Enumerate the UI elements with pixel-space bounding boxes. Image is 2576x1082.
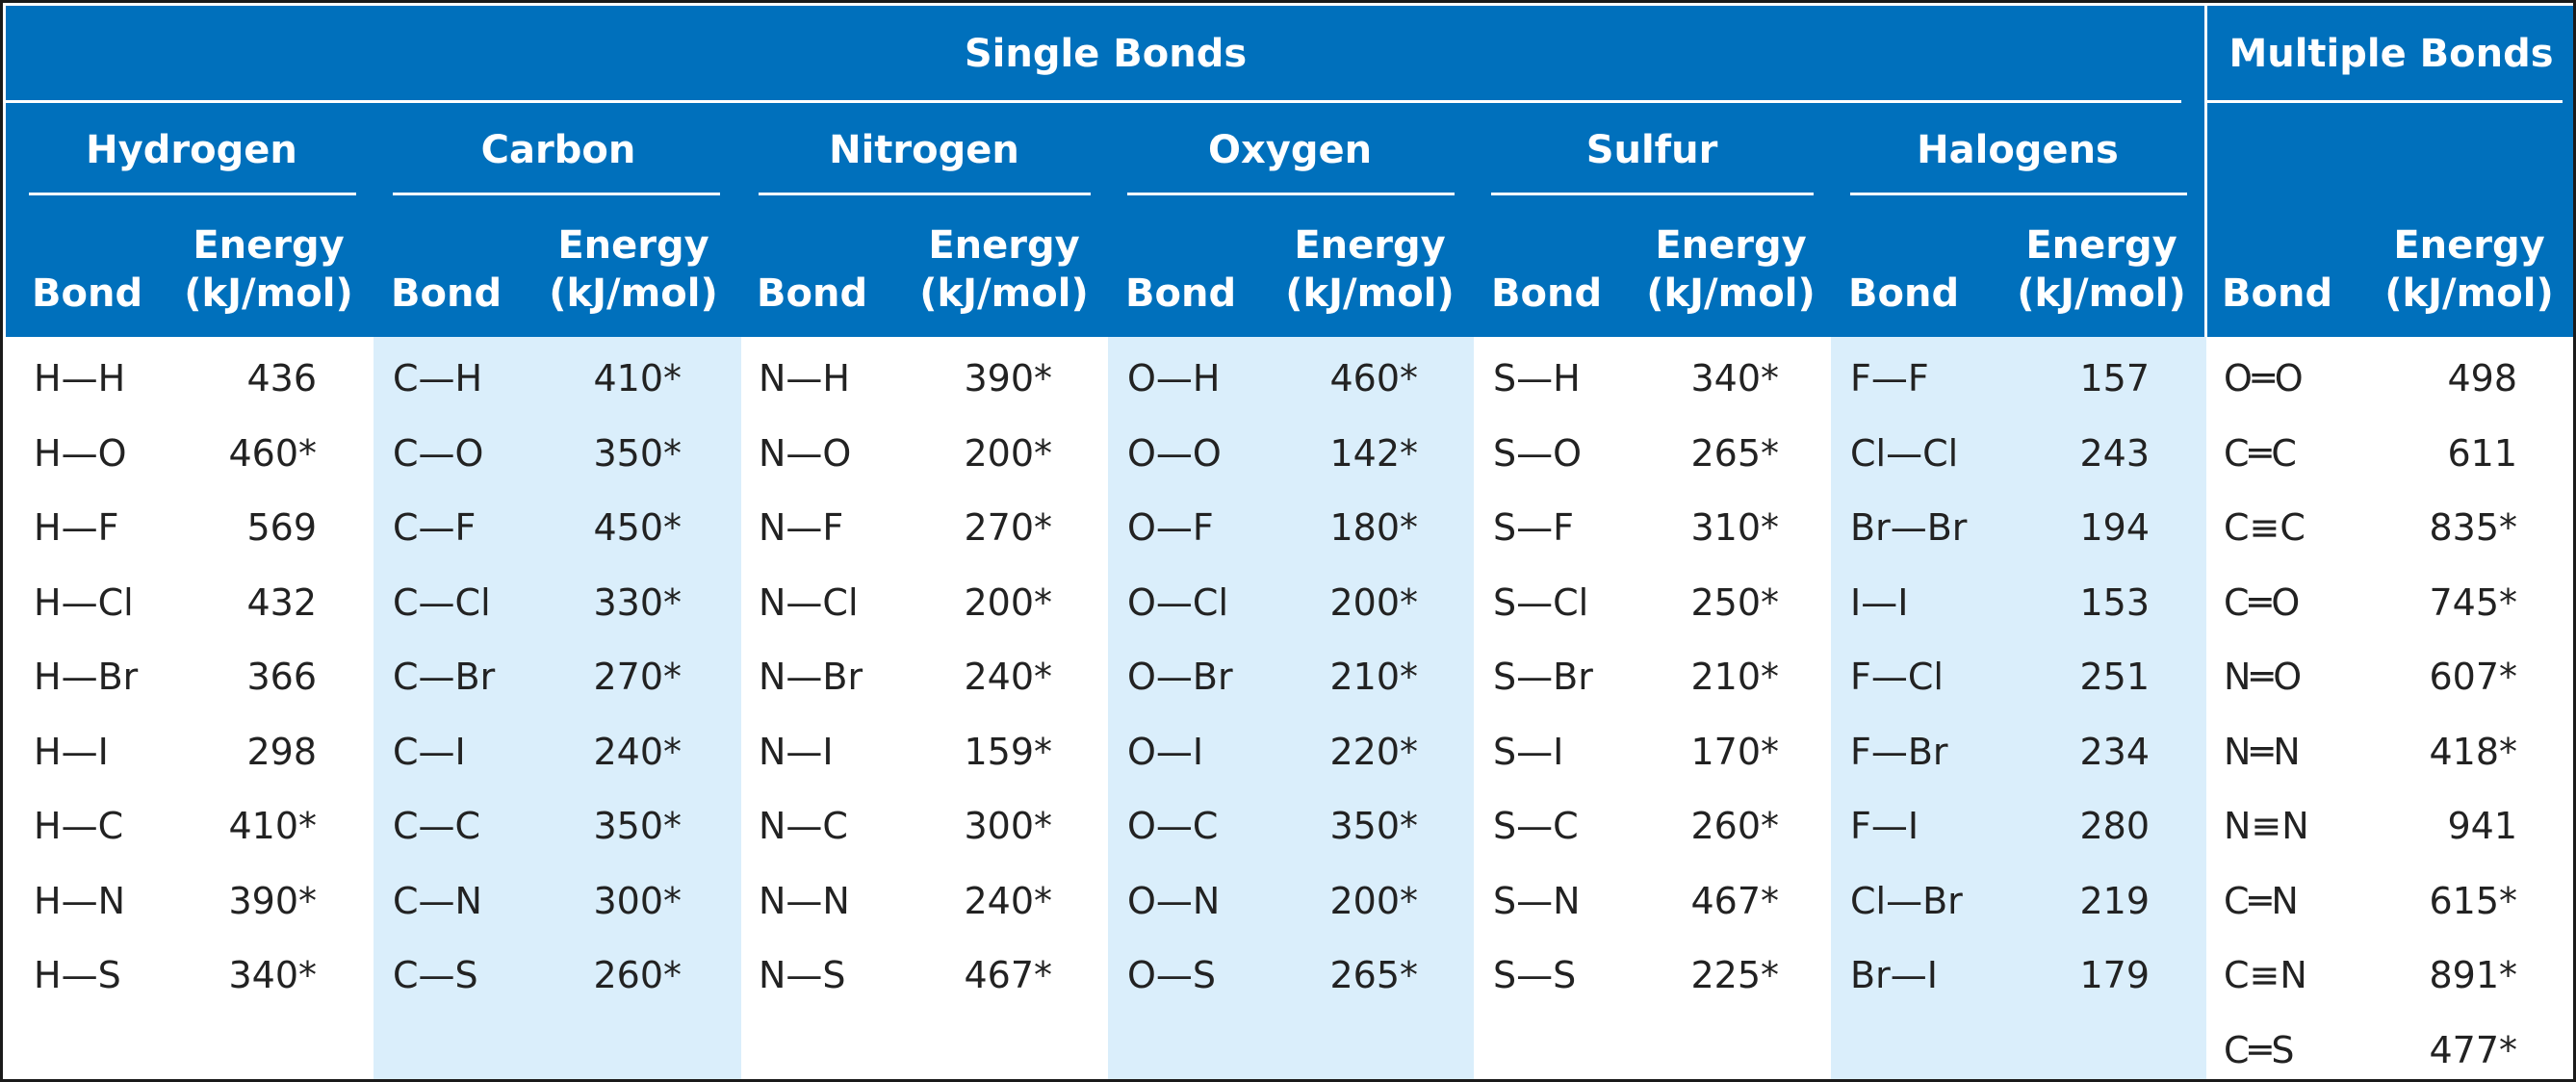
energy-cell: 366 (246, 656, 317, 698)
energy-cell: 300* (964, 805, 1052, 847)
energy-cell: 310* (1690, 506, 1779, 549)
bond-cell: H—C (34, 805, 124, 847)
bond-cell: O—O (1127, 431, 1222, 475)
bond-cell: I—I (1850, 580, 1909, 624)
bond-cell: C—O (393, 431, 484, 475)
bond-cell: H—I (34, 730, 109, 773)
bond-cell: N—I (759, 730, 834, 773)
bond-cell: N—O (759, 431, 852, 475)
energy-cell: 240* (964, 656, 1052, 698)
energy-cell: 460* (1329, 357, 1418, 399)
bond-column-header: Bond (2222, 271, 2333, 316)
multiple-bonds-rule (2206, 100, 2563, 103)
energy-column-header: Energy (557, 223, 709, 268)
bond-cell: N—F (759, 506, 844, 549)
energy-cell: 270* (964, 506, 1052, 549)
bond-column-header: Bond (1491, 271, 1603, 316)
energy-cell: 418* (2429, 730, 2517, 773)
energy-cell: 410* (593, 357, 682, 399)
bond-cell: F—F (1850, 357, 1929, 399)
bond-cell: O—I (1127, 730, 1204, 773)
energy-cell: 210* (1690, 656, 1779, 698)
bond-column-header: Bond (757, 271, 868, 316)
bond-cell: C≡N (2224, 954, 2307, 996)
bond-cell: Cl—Br (1850, 879, 1963, 922)
energy-cell: 300* (593, 879, 682, 922)
bond-cell: N—H (759, 357, 850, 399)
energy-unit-header: (kJ/mol) (1285, 271, 1455, 316)
bond-cell: O—F (1127, 506, 1214, 549)
multiple-bonds-title: Multiple Bonds (2228, 32, 2554, 76)
energy-cell: 615* (2429, 879, 2517, 922)
energy-cell: 170* (1690, 730, 1779, 773)
bond-cell: C═O (2224, 580, 2301, 624)
bond-cell: Cl—Cl (1850, 431, 1959, 475)
energy-cell: 390* (964, 357, 1052, 399)
energy-cell: 340* (228, 954, 317, 996)
energy-cell: 142* (1329, 431, 1418, 475)
energy-cell: 179 (2079, 954, 2150, 996)
group-header-hydrogen: Hydrogen (86, 128, 297, 172)
bond-cell: C—S (393, 954, 478, 996)
energy-cell: 240* (964, 879, 1052, 922)
energy-cell: 891* (2429, 954, 2517, 996)
energy-cell: 265* (1690, 431, 1779, 475)
bond-cell: O═O (2224, 357, 2304, 399)
bond-column-header: Bond (391, 271, 502, 316)
group-header-nitrogen: Nitrogen (829, 128, 1019, 172)
energy-cell: 234 (2079, 730, 2150, 773)
energy-cell: 225* (1690, 954, 1779, 996)
group-header-carbon: Carbon (480, 128, 636, 172)
energy-cell: 159* (964, 730, 1052, 773)
energy-cell: 270* (593, 656, 682, 698)
group-header-sulfur: Sulfur (1585, 128, 1718, 172)
energy-cell: 350* (1329, 805, 1418, 847)
bond-cell: S—H (1493, 357, 1581, 399)
group-header-halogens: Halogens (1917, 128, 2119, 172)
group-rule-nitrogen (759, 193, 1091, 195)
bond-cell: S—Br (1493, 656, 1593, 698)
bond-cell: N—Br (759, 656, 863, 698)
bond-cell: N—Cl (759, 580, 859, 624)
energy-cell: 607* (2429, 656, 2517, 698)
energy-cell: 243 (2079, 431, 2150, 475)
bond-cell: H—H (34, 357, 126, 399)
energy-cell: 210* (1329, 656, 1418, 698)
energy-cell: 460* (228, 431, 317, 475)
energy-cell: 260* (593, 954, 682, 996)
energy-cell: 265* (1329, 954, 1418, 996)
energy-unit-header: (kJ/mol) (184, 271, 353, 316)
energy-cell: 298 (246, 730, 317, 773)
energy-cell: 390* (228, 879, 317, 922)
bond-cell: C—F (393, 506, 477, 549)
energy-cell: 498 (2447, 357, 2517, 399)
bond-cell: S—O (1493, 431, 1583, 475)
group-rule-hydrogen (29, 193, 356, 195)
energy-cell: 340* (1690, 357, 1779, 399)
bond-cell: N═N (2224, 730, 2301, 773)
energy-cell: 941 (2447, 805, 2517, 847)
bond-cell: S—F (1493, 506, 1574, 549)
bond-cell: S—I (1493, 730, 1564, 773)
energy-cell: 350* (593, 805, 682, 847)
energy-cell: 200* (1329, 580, 1418, 624)
energy-unit-header: (kJ/mol) (1646, 271, 1816, 316)
energy-unit-header: (kJ/mol) (549, 271, 718, 316)
bond-column-header: Bond (32, 271, 143, 316)
bond-cell: O—H (1127, 357, 1221, 399)
bond-cell: H—Br (34, 656, 139, 698)
bond-cell: O—Cl (1127, 580, 1229, 624)
bond-cell: N—C (759, 805, 848, 847)
energy-unit-header: (kJ/mol) (919, 271, 1089, 316)
energy-column-header: Energy (2393, 223, 2545, 268)
bond-cell: H—Cl (34, 580, 134, 624)
bond-column-header: Bond (1125, 271, 1237, 316)
energy-cell: 477* (2429, 1028, 2517, 1071)
bond-cell: H—S (34, 954, 121, 996)
energy-cell: 180* (1329, 506, 1418, 549)
bond-cell: C—C (393, 805, 481, 847)
bond-cell: H—O (34, 431, 127, 475)
group-rule-halogens (1850, 193, 2187, 195)
bond-cell: F—Br (1850, 730, 1948, 773)
energy-cell: 467* (964, 954, 1052, 996)
energy-cell: 157 (2079, 357, 2150, 399)
bond-cell: C—I (393, 730, 466, 773)
bond-cell: C—H (393, 357, 483, 399)
energy-column-header: Energy (2025, 223, 2177, 268)
energy-cell: 280 (2079, 805, 2150, 847)
energy-cell: 153 (2079, 580, 2150, 624)
energy-cell: 200* (964, 431, 1052, 475)
bond-cell: S—N (1493, 879, 1581, 922)
energy-cell: 450* (593, 506, 682, 549)
energy-cell: 745* (2429, 580, 2517, 624)
bond-cell: S—S (1493, 954, 1577, 996)
bond-cell: C≡C (2224, 506, 2306, 549)
group-rule-sulfur (1491, 193, 1814, 195)
bond-cell: C—Cl (393, 580, 491, 624)
energy-cell: 350* (593, 431, 682, 475)
group-rule-oxygen (1127, 193, 1455, 195)
energy-cell: 200* (964, 580, 1052, 624)
energy-cell: 410* (228, 805, 317, 847)
bond-column-header: Bond (1848, 271, 1960, 316)
energy-cell: 432 (246, 580, 317, 624)
energy-cell: 260* (1690, 805, 1779, 847)
group-rule-carbon (393, 193, 720, 195)
bond-cell: O—S (1127, 954, 1217, 996)
energy-cell: 569 (246, 506, 317, 549)
bond-cell: N—S (759, 954, 846, 996)
energy-unit-header: (kJ/mol) (2017, 271, 2186, 316)
bond-cell: N—N (759, 879, 850, 922)
bond-cell: N≡N (2224, 805, 2309, 847)
bond-cell: Br—Br (1850, 506, 1968, 549)
energy-unit-header: (kJ/mol) (2384, 271, 2554, 316)
energy-cell: 467* (1690, 879, 1779, 922)
bond-cell: Br—I (1850, 954, 1938, 996)
bond-cell: S—C (1493, 805, 1579, 847)
energy-cell: 436 (246, 357, 317, 399)
bond-cell: H—N (34, 879, 125, 922)
bond-cell: N═O (2224, 656, 2303, 698)
energy-cell: 220* (1329, 730, 1418, 773)
bond-cell: O—Br (1127, 656, 1233, 698)
energy-cell: 240* (593, 730, 682, 773)
single-bonds-title: Single Bonds (964, 32, 1248, 76)
bond-cell: S—Cl (1493, 580, 1589, 624)
energy-column-header: Energy (1655, 223, 1807, 268)
bond-cell: C—Br (393, 656, 496, 698)
bond-cell: C═N (2224, 879, 2299, 922)
energy-cell: 219 (2079, 879, 2150, 922)
bond-cell: O—C (1127, 805, 1219, 847)
energy-cell: 200* (1329, 879, 1418, 922)
energy-cell: 611 (2447, 431, 2517, 475)
single-bonds-rule (6, 100, 2181, 103)
bond-cell: C═C (2224, 431, 2297, 475)
bond-cell: F—I (1850, 805, 1919, 847)
bond-cell: F—Cl (1850, 656, 1944, 698)
bond-cell: C═S (2224, 1028, 2295, 1071)
energy-cell: 251 (2079, 656, 2150, 698)
energy-cell: 250* (1690, 580, 1779, 624)
energy-column-header: Energy (1294, 223, 1446, 268)
bond-cell: H—F (34, 506, 119, 549)
bond-cell: O—N (1127, 879, 1221, 922)
group-header-oxygen: Oxygen (1207, 128, 1373, 172)
energy-column-header: Energy (928, 223, 1080, 268)
energy-cell: 194 (2079, 506, 2150, 549)
bond-cell: C—N (393, 879, 482, 922)
energy-cell: 330* (593, 580, 682, 624)
energy-column-header: Energy (193, 223, 345, 268)
energy-cell: 835* (2429, 506, 2517, 549)
